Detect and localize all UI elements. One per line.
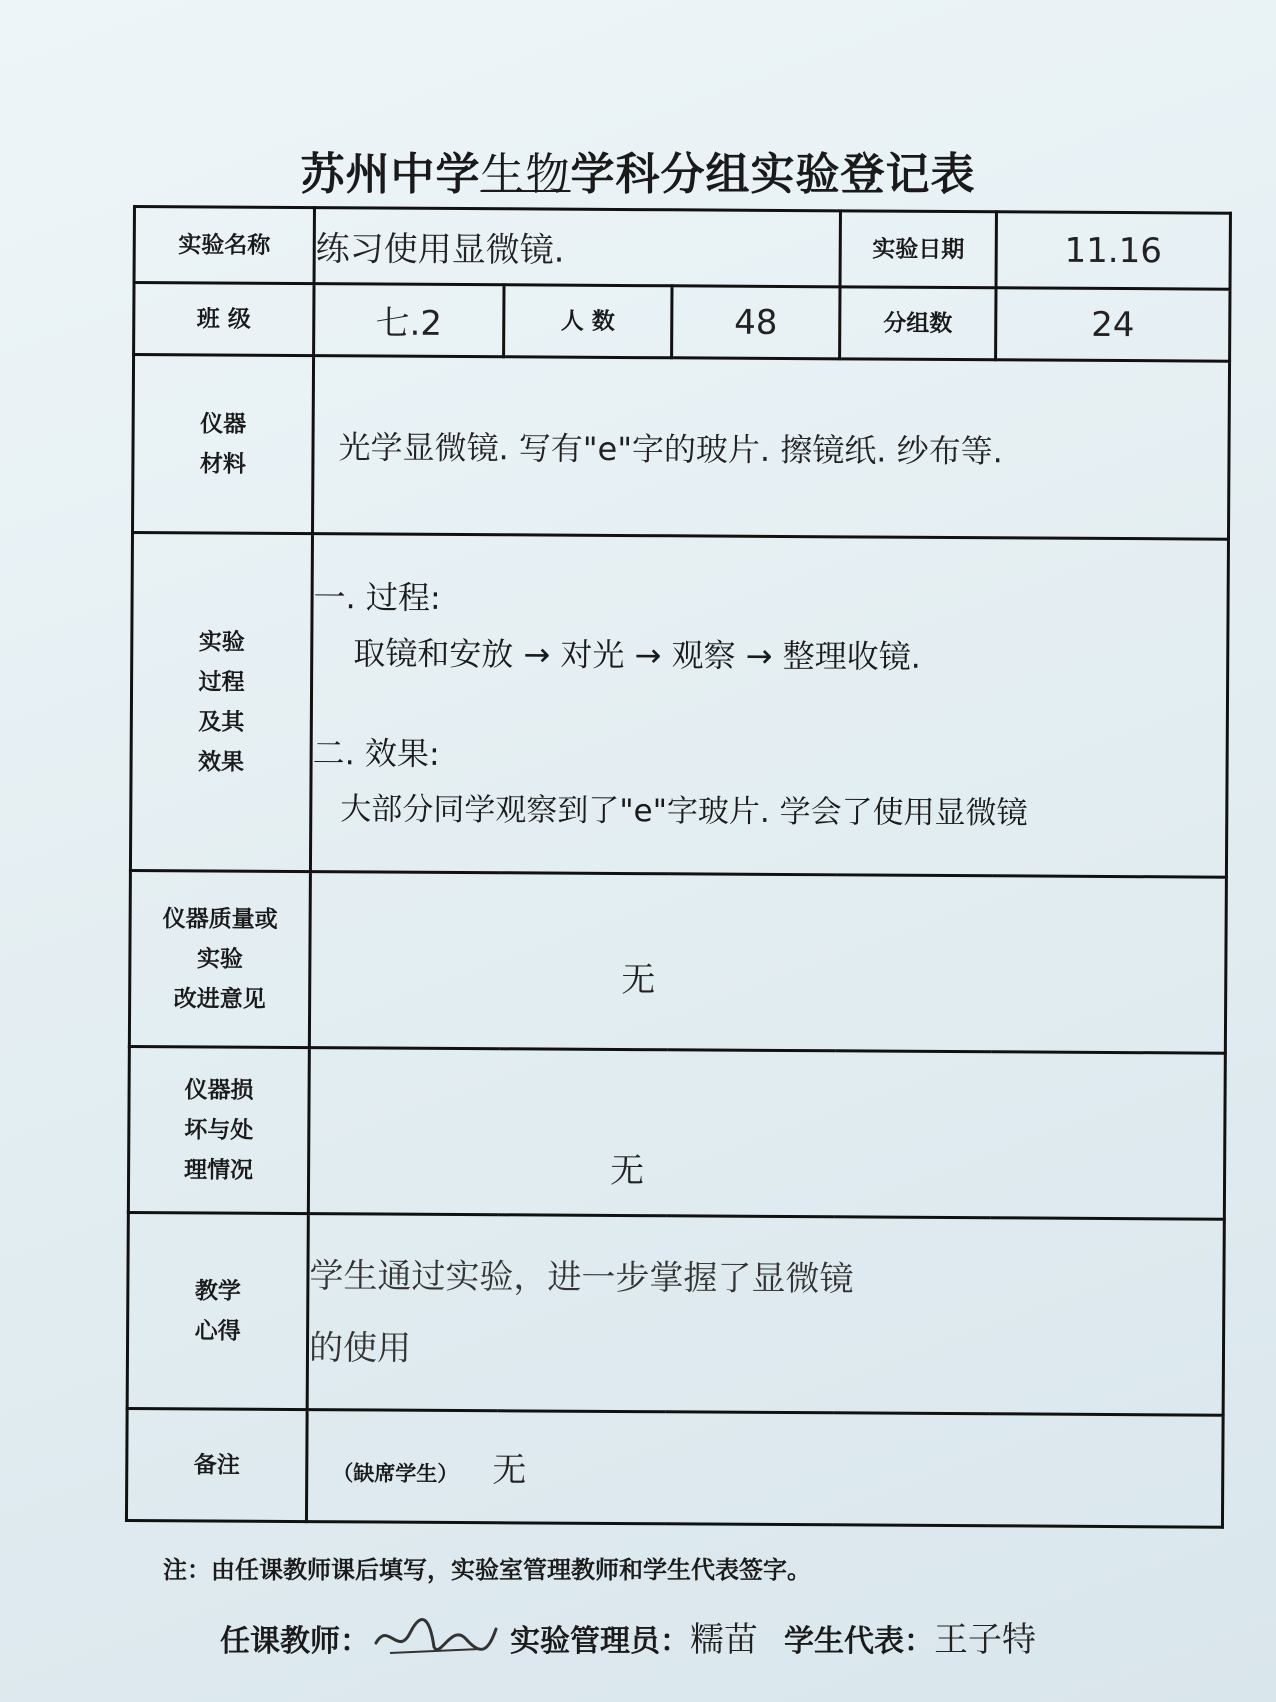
value-quality: 无	[309, 872, 1226, 1054]
registration-form-table	[125, 205, 1232, 1529]
student-rep-label: 学生代表：	[784, 1624, 934, 1659]
label-teaching-line2: 心得	[194, 1317, 241, 1345]
effect-heading: 二. 效果:	[312, 733, 440, 773]
value-remarks	[306, 1410, 1223, 1528]
label-materials-line1: 仪器	[200, 410, 247, 438]
value-class: 七.2	[314, 284, 504, 357]
effect-text: 大部分同学观察到了"e"字玻片. 学会了使用显微镜	[340, 790, 1028, 831]
label-groups: 分组数	[840, 287, 996, 360]
label-materials-line2: 材料	[199, 450, 246, 478]
label-process-line2: 过程	[198, 668, 245, 696]
label-teaching	[127, 1212, 308, 1409]
label-experiment-name: 实验名称	[134, 207, 314, 284]
value-experiment-name: 练习使用显微镜.	[314, 208, 840, 287]
row-quality	[129, 870, 1226, 1053]
teaching-line1: 学生通过实验，进一步掌握了显微镜	[309, 1255, 854, 1299]
label-damage	[128, 1046, 309, 1213]
title-subject: 生物	[480, 149, 571, 200]
signature-line	[220, 1612, 1062, 1663]
label-process-line3: 及其	[198, 708, 245, 736]
label-remarks: 备注	[126, 1408, 307, 1521]
admin-signature: 糯苗	[690, 1620, 758, 1660]
student-rep-signature: 王子特	[934, 1620, 1036, 1660]
label-damage-line3: 理情况	[184, 1156, 254, 1184]
label-class: 班 级	[134, 283, 314, 356]
footer-note: 注：由任课教师课后填写，实验室管理教师和学生代表签字。	[163, 1556, 811, 1584]
label-process	[130, 533, 312, 872]
label-experiment-date: 实验日期	[840, 211, 996, 288]
process-heading: 一. 过程:	[313, 577, 441, 617]
admin-label: 实验管理员：	[510, 1624, 690, 1659]
label-quality-line3: 改进意见	[173, 985, 266, 1013]
label-damage-line2: 坏与处	[184, 1116, 254, 1144]
form-title	[0, 138, 1276, 202]
value-absent-students: 无	[492, 1450, 527, 1491]
value-experiment-date: 11.16	[996, 212, 1230, 289]
process-text: 取镜和安放 → 对光 → 观察 → 整理收镜.	[353, 633, 922, 676]
row-experiment-name	[134, 207, 1230, 290]
label-count: 人 数	[504, 285, 672, 358]
row-class-info	[134, 283, 1230, 362]
label-teaching-line1: 教学	[194, 1277, 241, 1305]
teacher-signature-image	[370, 1613, 500, 1663]
teaching-line2: 的使用	[308, 1327, 412, 1369]
label-quality-line2: 实验	[196, 945, 243, 973]
row-damage	[128, 1046, 1225, 1219]
teacher-label: 任课教师：	[220, 1624, 370, 1659]
label-quality	[129, 870, 310, 1047]
label-process-line4: 效果	[198, 748, 245, 776]
label-materials	[132, 355, 313, 534]
value-count: 48	[672, 286, 840, 359]
value-groups: 24	[996, 288, 1230, 361]
label-process-line1: 实验	[198, 628, 245, 656]
row-materials	[132, 355, 1229, 540]
label-absent-students: （缺席学生）	[332, 1461, 459, 1487]
label-damage-line1: 仪器损	[184, 1076, 254, 1104]
value-damage: 无	[308, 1048, 1225, 1220]
label-quality-line1: 仪器质量或	[162, 905, 278, 933]
row-remarks	[126, 1408, 1223, 1527]
title-prefix: 苏州中学	[300, 149, 481, 200]
title-suffix: 学科分组实验登记表	[570, 149, 976, 200]
value-process	[310, 534, 1228, 878]
row-teaching	[127, 1212, 1224, 1415]
value-teaching	[307, 1214, 1224, 1416]
value-materials: 光学显微镜. 写有"e"字的玻片. 擦镜纸. 纱布等.	[312, 356, 1229, 540]
row-process	[130, 533, 1228, 878]
